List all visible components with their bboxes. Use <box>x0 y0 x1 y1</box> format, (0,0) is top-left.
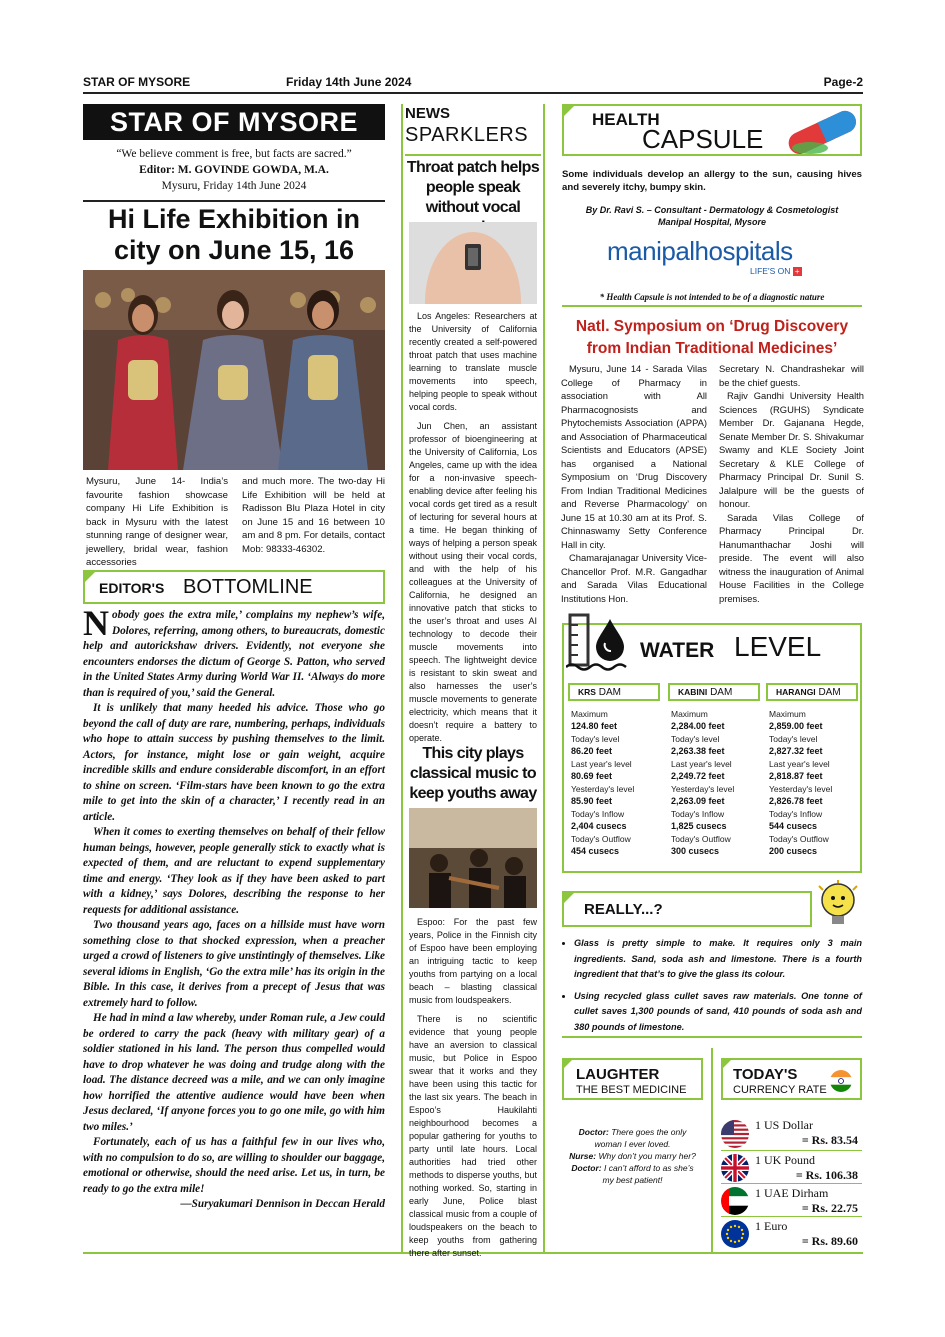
sparklers-story1 <box>409 310 537 745</box>
health-tag1: HEALTH <box>592 110 660 129</box>
capsule-icon <box>780 108 862 156</box>
symposium-col2a: Secretary N. Chandrashekar will be the chief guests. <box>719 363 864 388</box>
dam-name: KABINI <box>678 687 708 697</box>
currency-tag2: CURRENCY RATE <box>733 1084 827 1096</box>
lightbulb-icon <box>815 880 861 932</box>
line: Why don’t you marry her? <box>598 1151 696 1161</box>
speaker: Doctor: <box>571 1163 602 1173</box>
currency-value: = Rs. 89.60 <box>801 1234 858 1248</box>
water-level-box <box>562 623 862 873</box>
dam-name: HARANGI <box>776 687 816 697</box>
inflow-value: 2,404 cusecs <box>571 821 627 831</box>
water-tag1: WATER <box>640 639 715 662</box>
manipal-tagline: LIFE'S ON <box>750 266 791 276</box>
max-label: Maximum <box>769 709 806 719</box>
inflow-label: Today's Inflow <box>571 809 625 819</box>
uae-flag-icon <box>721 1187 749 1215</box>
line: I can’t afford to as she’s my best patient! <box>602 1163 694 1185</box>
last-value: 80.69 feet <box>571 771 613 781</box>
column-rule <box>711 1048 713 1252</box>
india-flag-icon <box>830 1070 852 1092</box>
currency-unit: 1 UK Pound <box>755 1153 816 1167</box>
yest-label: Yesterday's level <box>769 784 833 794</box>
today-label: Today's level <box>769 734 818 744</box>
currency-row <box>721 1184 862 1217</box>
outflow-value: 454 cusecs <box>571 846 620 856</box>
outflow-label: Today's Outflow <box>571 834 631 844</box>
today-value: 86.20 feet <box>571 746 613 756</box>
masthead-logo: STAR OF MYSORE <box>83 104 385 140</box>
last-label: Last year's level <box>769 759 830 769</box>
symposium-col2c: Sarada Vilas College of Pharmacy Principal Dr. Hanumanthachar Joshi will preside. The event will also witness the inauguration of Animal House Facilities in the College premises. <box>719 511 864 604</box>
corner-triangle <box>562 1058 574 1070</box>
last-label: Last year's level <box>571 759 632 769</box>
currency-value: = Rs. 83.54 <box>801 1133 858 1147</box>
page-header <box>83 74 863 94</box>
column-rule <box>401 104 403 1252</box>
sparklers-tag2: SPARKLERS <box>405 124 529 146</box>
sparklers-tag1: NEWS <box>405 105 450 122</box>
really-list <box>574 936 862 1041</box>
max-label: Maximum <box>571 709 608 719</box>
hilife-col1: Mysuru, June 14- India’s favourite fashion showcase company Hi Life Exhibition is back in Mysuru with the latest stunning range of designer wear, jewellery, bridal wear, fashion accessories <box>86 476 228 568</box>
today-label: Today's level <box>571 734 620 744</box>
jewellery-models-image <box>83 270 385 470</box>
header-paper: STAR OF MYSORE <box>83 75 191 89</box>
really-item: • Using recycled glass cullet saves raw materials. One tonne of cullet saves 1,300 pounds of sand, 410 pounds of soda ash and 380 pounds of limestone. <box>574 989 862 1036</box>
corner-triangle <box>83 570 97 584</box>
max-value: 2,859.00 feet <box>769 721 823 731</box>
hilife-rule <box>83 200 385 202</box>
uk-flag-icon <box>721 1154 749 1182</box>
inflow-label: Today's Inflow <box>671 809 725 819</box>
masthead-motto: “We believe comment is free, but facts are sacred.” <box>116 148 352 160</box>
dam-suffix: DAM <box>598 687 621 698</box>
outflow-label: Today's Outflow <box>769 834 829 844</box>
dam-column-krs <box>568 683 660 859</box>
water-tag2: LEVEL <box>734 631 822 662</box>
dam-label <box>568 683 660 701</box>
sparklers-p1: Los Angeles: Researchers at the University of California recently created a self-powered throat patch that uses machine learning to translate muscle movements into speech, helping people to speak without vocal cords. <box>409 311 537 412</box>
health-rule <box>562 305 862 307</box>
dam-suffix: DAM <box>710 687 733 698</box>
masthead-block <box>83 146 385 194</box>
currency-unit: 1 Euro <box>755 1219 788 1233</box>
sparklers-p4: There is no scientific evidence that young people have an aversion to classical music, but Police in Espoo swear that it works and they have been using this tactic for the last six years. The beach in Espoo’s Haukilahti neighbourhood becomes a popular gathering for youths to party until late hours. Local authorities had tried other methods to disperse youths, but nothing worked. So, starting in early June, Police blast classical music from a couple of loudspeakers on the beach to keep youths from gathering there after sunset. <box>409 1014 537 1258</box>
health-tag-box <box>562 104 862 156</box>
bottomline-p6: Fortunately, each of us has a faithful few in our lives who, with no compulsion to do so, are willing to shoulder our baggage, emotional or otherwise, should the need arise. Let us, in turn, be ready to go the extra mile! <box>83 1136 385 1195</box>
symposium-col1a: Mysuru, June 14 - Sarada Vilas College of Pharmacy in association with All Pharmacognosists and Phytochemists Association (APPA) and Association of Pharmaceutical Scientists and Educators (APSE) has organised a National Symposium on ‘Drug Discovery From Indian Traditional Medicines and Reverse Pharmacology’ on June 15 at 10.30 am at its Prof. S. Chinnaswamy Setty Conference Hall in city. <box>561 363 707 550</box>
dam-column-harangi <box>766 683 858 859</box>
corner-triangle <box>721 1058 733 1070</box>
last-value: 2,249.72 feet <box>671 771 725 781</box>
inflow-value: 1,825 cusecs <box>671 821 727 831</box>
inflow-value: 544 cusecs <box>769 821 818 831</box>
corner-triangle <box>562 891 576 905</box>
bottomline-tag-box <box>83 570 385 604</box>
really-item: • Glass is pretty simple to make. It requires only 3 main ingredients. Sand, soda ash and limestone. There is a fourth ingredient that that’s to give the glass its colour. <box>574 936 862 983</box>
yest-value: 2,263.09 feet <box>671 796 725 806</box>
currency-value: = Rs. 22.75 <box>801 1201 858 1215</box>
symposium-col2 <box>719 362 864 605</box>
currency-list <box>721 1116 862 1250</box>
outflow-value: 300 cusecs <box>671 846 720 856</box>
us-flag-icon <box>721 1120 749 1148</box>
currency-row <box>721 1217 862 1250</box>
speaker: Doctor: <box>578 1127 609 1137</box>
yest-label: Yesterday's level <box>671 784 735 794</box>
speaker: Nurse: <box>569 1151 597 1161</box>
hilife-col2: and much more. The two-day Hi Life Exhibition will be held at Radisson Blu Plaza Hotel in city on June 15 and 16 between 10 am and 8 pm. For details, contact Mob: 98333-46302. <box>242 476 385 555</box>
health-byline1: By Dr. Ravi S. – Consultant - Dermatology & Cosmetologist <box>585 205 839 215</box>
water-drop-icon <box>566 605 636 675</box>
health-note: * Health Capsule is not intended to be of a diagnostic nature <box>599 292 825 302</box>
laughter-joke <box>566 1126 699 1186</box>
symposium-col2b: Rajiv Gandhi University Health Sciences (RGUHS) Syndicate Member Dr. Gajanana Hegde, Senate Member Dr. S. Shivakumar Swamy and KLE Society Joint Secretary & KLE College of Pharmacy Principal Dr. Sunil S. Jalalpure will be the guests of honour. <box>719 390 864 509</box>
currency-unit: 1 UAE Dirham <box>755 1186 829 1200</box>
sparklers-p2: Jun Chen, an assistant professor of bioengineering at the University of California, Los Angeles, came up with the idea for a non-invasive speech-enabling device after feeling his vocal cords get tired as a result of lecturing for several hours at a time. He began thinking of ways of helping a person speak without using their vocal cords, and with the help of his colleagues at the University of California, he designed an innovative patch that sticks to the user’s throat and uses AI technology to decode their muscle movements into speech. The lightweight device is resistant to skin sweat and also harnesses the user’s muscle movements to generate electricity, which means that it doesn’t require a battery to operate. <box>409 421 537 743</box>
hilife-photo <box>83 270 385 470</box>
inflow-label: Today's Inflow <box>769 809 823 819</box>
yest-value: 85.90 feet <box>571 796 613 806</box>
sparklers-story2 <box>409 916 537 1260</box>
bottomline-body <box>83 603 385 1213</box>
bottomline-tag-small: EDITOR'S <box>99 580 165 596</box>
masthead-dateline: Mysuru, Friday 14th June 2024 <box>161 180 307 192</box>
classical-music-image <box>409 808 537 908</box>
really-tag: REALLY...? <box>584 901 663 918</box>
bottomline-p5: He had in mind a law whereby, under Roman rule, a Jew could be ordered to carry the pack (heavy with military gear) of a soldier stationed in his land. The person thus compelled would have to drop whatever he was doing and trudge along with the load. The distance decreed was a mile, and we can only imagine how horrified the attentive audience would have been when Jesus declared, ‘If anyone forces you to go one mile, go with him two miles.’ <box>83 1012 385 1133</box>
dropcap: N <box>83 603 109 643</box>
max-value: 124.80 feet <box>571 721 618 731</box>
laughter-tag1: LAUGHTER <box>576 1066 660 1083</box>
currency-row <box>721 1151 862 1184</box>
bottomline-p2: It is unlikely that many heeded his advice. Those who go beyond the call of duty are rare, numbering, perhaps, individuals who hope to attain success by pushing themselves to the limit. Actors, for instance, might lose or gain weight, acquire incredible skills and endure considerable discomfort, in an effort to shine on screen. ‘Film-stars have been known to go the extra mile to get into the skin of a character,’ I recently read in an article. <box>83 702 385 823</box>
max-label: Maximum <box>671 709 708 719</box>
dam-suffix: DAM <box>818 687 841 698</box>
header-page: Page-2 <box>823 75 863 89</box>
currency-tag1: TODAY'S <box>733 1066 798 1083</box>
masthead-editor: Editor: M. GOVINDE GOWDA, M.A. <box>139 164 329 176</box>
last-value: 2,818.87 feet <box>769 771 823 781</box>
health-byline2: Manipal Hospital, Mysore <box>657 217 767 227</box>
currency-row <box>721 1116 862 1151</box>
sparklers-h1: Throat patch helps people speak without vocal <box>406 159 540 216</box>
outflow-value: 200 cusecs <box>769 846 818 856</box>
manipal-logo: manipalhospitals <box>607 236 793 266</box>
dam-name: KRS <box>578 687 596 697</box>
bottomline-p4: Two thousand years ago, faces on a hillside must have worn something close to that shocked expression, when a preacher urged a crowd of listeners to give unstintingly of themselves. Like several idioms in English, ‘Go the extra mile’ has its origin in the Bible. In this case, it derives from a precept of Jesus that was extremely hard to follow. <box>83 919 385 1009</box>
dam-label <box>766 683 858 701</box>
symposium-col1 <box>561 362 707 605</box>
health-tag2: CAPSULE <box>642 124 764 154</box>
laughter-tag2: THE BEST MEDICINE <box>576 1084 687 1096</box>
bottomline-tag-big: BOTTOMLINE <box>183 576 313 598</box>
sparklers-p3: Espoo: For the past few years, Police in the Finnish city of Espoo have been employing an intriguing tactic to keep youths from partying on a local beach – blasting classical music from loudspeakers. <box>409 917 537 1005</box>
sparklers-h2: This city plays classical music to keep youths away <box>409 745 537 802</box>
sparklers-tag-box <box>405 104 541 154</box>
today-value: 2,263.38 feet <box>671 746 725 756</box>
currency-unit: 1 US Dollar <box>755 1118 813 1132</box>
today-label: Today's level <box>671 734 720 744</box>
currency-value: = Rs. 106.38 <box>795 1168 858 1182</box>
corner-triangle <box>562 104 576 118</box>
column-rule <box>543 104 545 1252</box>
today-value: 2,827.32 feet <box>769 746 823 756</box>
eu-flag-icon <box>721 1220 749 1248</box>
health-byline <box>562 204 862 228</box>
really-tag-box <box>562 891 812 927</box>
line: There goes the only woman I ever loved. <box>594 1127 687 1149</box>
plus-icon: + <box>793 267 802 276</box>
dam-label <box>668 683 760 701</box>
health-text: Some individuals develop an allergy to the sun, causing hives and severely itchy, bumpy skin. <box>562 169 862 193</box>
sparklers-rule <box>405 154 541 156</box>
yest-value: 2,826.78 feet <box>769 796 823 806</box>
currency-tag-box <box>721 1058 862 1100</box>
laughter-tag-box <box>562 1058 703 1100</box>
symposium-col1b: Chamarajanagar University Vice-Chancellor Prof. M.R. Gangadhar and Sarada Vilas Educational Institutions Hon. <box>561 552 707 604</box>
header-date: Friday 14th June 2024 <box>286 75 412 89</box>
hilife-headline: Hi Life Exhibition in city on June 15, 16 <box>108 204 360 265</box>
manipal-tag <box>750 266 802 276</box>
max-value: 2,284.00 feet <box>671 721 725 731</box>
throat-patch-image <box>409 222 537 304</box>
bottomline-p1: obody goes the extra mile,’ complains my nephew’s wife, Dolores, referring, among others, to bureaucrats, domestic help and autorickshaw drivers. Evidently, not everyone she encounters endorses the dictum of George S. Patton, who served in the United States Army during World War II. ‘Always do more than is required of you,’ said the General. <box>83 609 385 699</box>
dam-column-kabini <box>668 683 760 859</box>
yest-label: Yesterday's level <box>571 784 635 794</box>
last-label: Last year's level <box>671 759 732 769</box>
really-rule <box>562 1036 862 1038</box>
outflow-label: Today's Outflow <box>671 834 731 844</box>
bottomline-byline: —Suryakumari Dennison in Deccan Herald <box>180 1198 385 1210</box>
symposium-headline: Natl. Symposium on ‘Drug Discovery from Indian Traditional Medicines’ <box>575 318 849 357</box>
bottomline-p3: When it comes to exerting themselves on behalf of their fellow human beings, however, people generally stick to exactly what is expected of them, and are reluctant to expend supplementary time and energy. ‘They look as if they have been asked to part with a kidney,’ says Dolores, describing the response to her requests for additional assistance. <box>83 826 385 916</box>
